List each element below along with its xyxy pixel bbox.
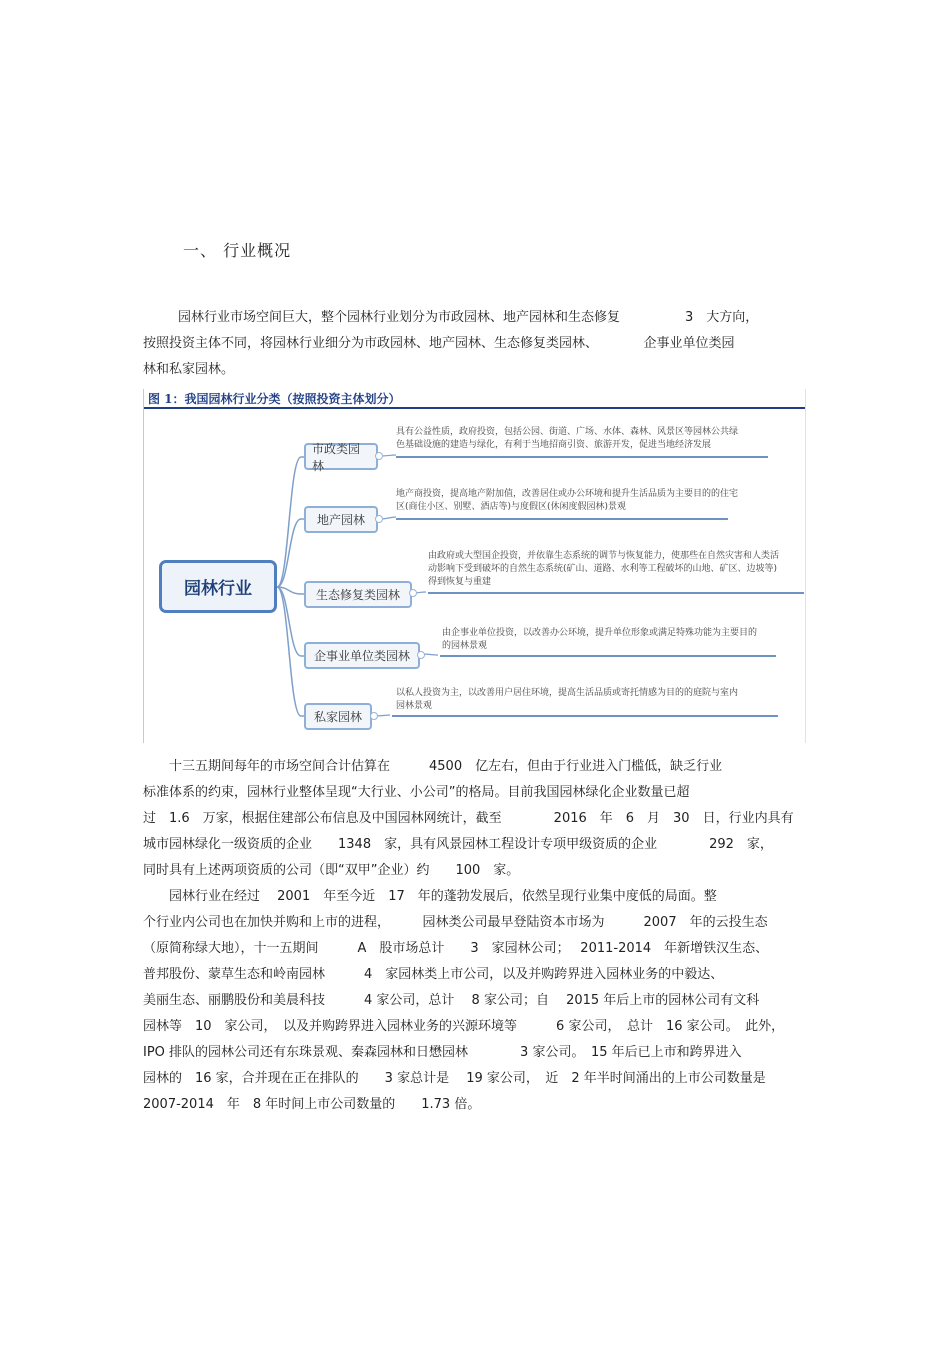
description-line: 园林景观 — [396, 701, 433, 711]
expand-knob-icon — [375, 515, 383, 523]
description-line: 由政府或大型国企投资，并依靠生态系统的调节与恢复能力，使那些在自然灾害和人类活 — [428, 551, 780, 561]
description-line: 得到恢复与重建 — [428, 577, 492, 587]
description-underline — [396, 518, 728, 520]
text-line: 按照投资主体不同，将园林行业细分为市政园林、地产园林、生态修复类园林、 企事业单位类园 — [143, 336, 735, 351]
category-description — [396, 687, 766, 713]
description-line: 具有公益性质，政府投资，包括公园、街道、广场、水体、森林、风景区等园林公共绿 — [396, 427, 739, 437]
text-line: 同时具有上述两项资质的公司（即“双甲”企业）约 100 家。 — [143, 863, 520, 878]
category-description — [396, 488, 771, 514]
category-node-eco-restoration: 生态修复类园林 — [304, 581, 412, 608]
description-underline — [428, 592, 804, 594]
text-line: 园林行业在经过 2001 年至今近 17 年的蓬勃发展后，依然呈现行业集中度低的局面。整 — [143, 889, 717, 904]
body-paragraphs — [143, 754, 803, 1118]
text-line: IPO 排队的园林公司还有东珠景观、秦森园林和日懋园林 3 家公司。 15 年后已上市和跨界进入 — [143, 1045, 742, 1060]
text-line: 个行业内公司也在加快并购和上市的进程， 园林类公司最早登陆资本市场为 2007 年的云投生态 — [143, 915, 768, 930]
category-node-municipal: 市政类园林 — [304, 443, 378, 470]
text-line: 美丽生态、丽鹏股份和美晨科技 4 家公司，总计 8 家公司；自 2015 年后上市的园林公司有文科 — [143, 993, 760, 1008]
description-line: 动影响下受到破坏的自然生态系统(矿山、道路、水利等工程破坏的山地、矿区、边坡等) — [428, 564, 778, 574]
figure-classification-mindmap — [143, 389, 806, 743]
text-line: （原简称绿大地），十一五期间 A 股市场总计 3 家园林公司； 2011-2014 年新增铁汉生态、 — [143, 941, 769, 956]
category-node-enterprise: 企事业单位类园林 — [304, 642, 420, 669]
section-heading: 一、 行业概况 — [183, 241, 292, 260]
description-line: 由企事业单位投资，以改善办公环境，提升单位形象或满足特殊功能为主要目的 — [442, 628, 758, 638]
text-line: 十三五期间每年的市场空间合计估算在 4500 亿左右，但由于行业进入门槛低，缺乏行业 — [143, 759, 723, 774]
description-line: 地产商投资，提高地产附加值，改善居住或办公环境和提升生活品质为主要目的的住宅 — [396, 489, 739, 499]
description-line: 的园林景观 — [442, 641, 488, 651]
intro-paragraph — [143, 305, 803, 383]
description-line: 区(商住小区、别墅、酒店等)与度假区(休闲度假园林)景观 — [396, 502, 627, 512]
category-node-private: 私家园林 — [304, 703, 372, 730]
expand-knob-icon — [417, 651, 425, 659]
description-line: 以私人投资为主，以改善用户居住环境，提高生活品质或寄托情感为目的的庭院与室内 — [396, 688, 739, 698]
text-line: 园林行业市场空间巨大，整个园林行业划分为市政园林、地产园林和生态修复 3 大方向， — [178, 310, 759, 325]
text-line: 园林的 16 家，合并现在正在排队的 3 家总计是 19 家公司， 近 2 年半时间涌出的上市公司数量是 — [143, 1071, 766, 1086]
text-line: 城市园林绿化一级资质的企业 1348 家，具有风景园林工程设计专项甲级资质的企业 292 家， — [143, 837, 773, 852]
expand-knob-icon — [375, 452, 383, 460]
description-line: 色基础设施的建造与绿化，有利于当地招商引资、旅游开发，促进当地经济发展 — [396, 440, 712, 450]
text-line: 过 1.6 万家，根据住建部公布信息及中国园林网统计，截至 2016 年 6 月 30 日，行业内具有 — [143, 811, 794, 826]
text-line: 普邦股份、蒙草生态和岭南园林 4 家园林类上市公司，以及并购跨界进入园林业务的中毅达、 — [143, 967, 724, 982]
figure-title: 图 1：我国园林行业分类（按照投资主体划分） — [144, 389, 805, 409]
text-line: 2007-2014 年 8 年时间上市公司数量的 1.73 倍。 — [143, 1097, 481, 1112]
text-line: 标准体系的约束，园林行业整体呈现“大行业、小公司”的格局。目前我国园林绿化企业数量已超 — [143, 785, 690, 800]
description-underline — [392, 715, 778, 717]
root-node: 园林行业 — [159, 560, 277, 613]
description-underline — [396, 456, 768, 458]
text-line: 林和私家园林。 — [143, 362, 235, 377]
category-description — [428, 550, 803, 589]
expand-knob-icon — [409, 589, 417, 597]
expand-knob-icon — [370, 712, 378, 720]
category-description — [442, 627, 782, 653]
category-node-real-estate: 地产园林 — [304, 506, 378, 533]
category-description — [396, 426, 771, 452]
text-line: 园林等 10 家公司， 以及并购跨界进入园林业务的兴源环境等 6 家公司， 总计 16 家公司。 此外， — [143, 1019, 785, 1034]
description-underline — [440, 655, 776, 657]
